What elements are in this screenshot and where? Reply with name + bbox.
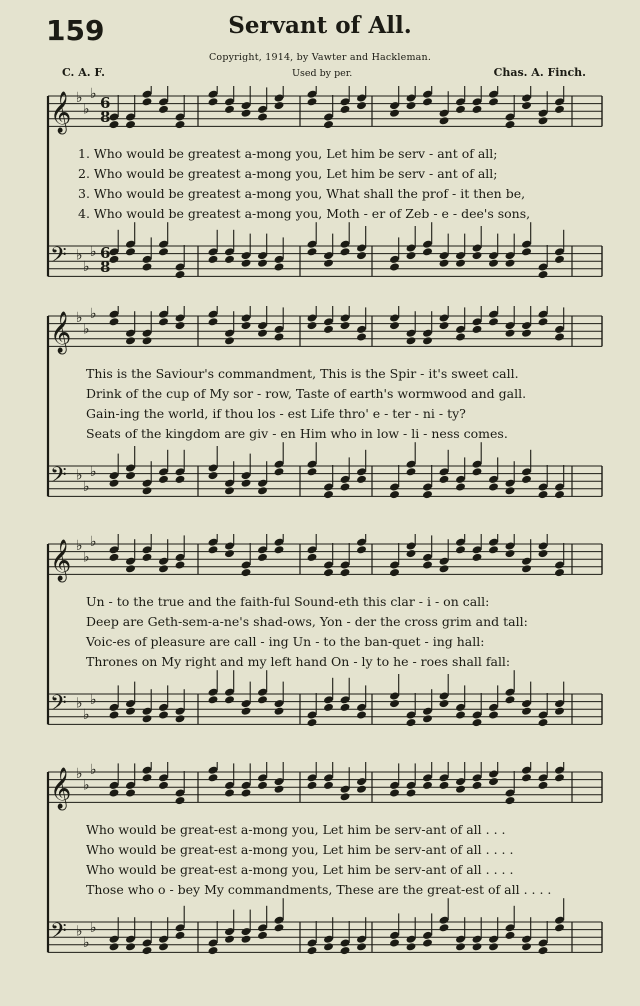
note-head	[554, 923, 565, 932]
note-head	[142, 336, 153, 345]
note-head	[224, 935, 235, 944]
flat-icon: ♭	[76, 538, 83, 554]
music-system	[42, 762, 608, 972]
note-head	[472, 942, 483, 951]
note-head	[538, 781, 549, 790]
note-head	[472, 718, 483, 727]
lyricist-credit: C. A. F.	[62, 66, 105, 79]
note-head	[274, 332, 285, 341]
note-head	[538, 490, 549, 499]
note-head	[175, 560, 186, 569]
note-head	[472, 467, 483, 476]
note-head	[422, 781, 433, 790]
note-head	[340, 321, 351, 330]
note-head	[323, 325, 334, 334]
note-head	[439, 923, 450, 932]
lyric-line: Who would be great-est a-mong you, Let him be serv-ant of all . . . .	[86, 862, 514, 877]
note-head	[406, 549, 417, 558]
note-head	[241, 321, 252, 330]
flat-icon: ♭	[90, 919, 97, 936]
note-head	[257, 781, 268, 790]
note-head	[439, 475, 450, 484]
note-head	[488, 259, 499, 268]
note-head	[257, 486, 268, 495]
note-head	[488, 545, 499, 554]
note-head	[538, 718, 549, 727]
note-head	[224, 105, 235, 114]
note-head	[208, 545, 219, 554]
note-head	[455, 482, 466, 491]
flat-icon: ♭	[90, 86, 97, 103]
flat-icon: ♭	[76, 766, 83, 782]
note-head	[307, 781, 318, 790]
note-head	[307, 321, 318, 330]
note-head	[439, 564, 450, 573]
note-head	[274, 707, 285, 716]
note-head	[472, 553, 483, 562]
flat-icon: ♭	[76, 247, 83, 264]
note-head	[109, 317, 120, 326]
note-head	[538, 116, 549, 125]
lyric-line: Who would be great-est a-mong you, Let him be serv-ant of all . . .	[86, 822, 506, 837]
note-head	[472, 105, 483, 114]
bass-notes	[109, 670, 602, 727]
note-head	[257, 931, 268, 940]
note-head	[142, 486, 153, 495]
note-head	[389, 699, 400, 708]
note-head	[307, 247, 318, 256]
hymn-title: Servant of All.	[228, 12, 412, 39]
note-head	[323, 781, 334, 790]
note-head	[455, 259, 466, 268]
note-head	[521, 707, 532, 716]
note-head	[389, 321, 400, 330]
note-head	[389, 788, 400, 797]
note-head	[323, 942, 334, 951]
note-head	[323, 120, 334, 129]
note-head	[109, 788, 120, 797]
note-head	[505, 259, 516, 268]
note-head	[538, 946, 549, 955]
note-head	[158, 475, 169, 484]
note-head	[406, 251, 417, 260]
note-head	[439, 321, 450, 330]
note-head	[208, 946, 219, 955]
time-signature-digit: 8	[100, 108, 111, 126]
note-head	[406, 101, 417, 110]
note-head	[389, 262, 400, 271]
note-head	[125, 336, 136, 345]
note-head	[340, 568, 351, 577]
bass-clef-icon: 𝄢	[50, 243, 67, 273]
note-head	[307, 553, 318, 562]
bass-notes	[109, 898, 602, 955]
permission-note: Used by per.	[292, 68, 353, 79]
flat-icon: ♭	[83, 321, 90, 338]
note-head	[175, 120, 186, 129]
flat-icon: ♭	[90, 691, 97, 708]
note-head	[307, 97, 318, 106]
note-head	[472, 325, 483, 334]
note-head	[422, 336, 433, 345]
note-head	[538, 317, 549, 326]
note-head	[455, 942, 466, 951]
treble-notes	[109, 86, 602, 129]
lyric-line: Drink of the cup of My sor - row, Taste of earth's wormwood and gall.	[86, 386, 527, 401]
flat-icon: ♭	[90, 306, 97, 323]
note-head	[274, 101, 285, 110]
note-head	[505, 931, 516, 940]
lyric-line: This is the Saviour's commandment, This is the Spir - it's sweet call.	[86, 366, 519, 381]
note-head	[241, 707, 252, 716]
bass-notes	[109, 222, 602, 279]
lyric-line: 4. Who would be greatest a-mong you, Moth - er of Zeb - e - dee's sons,	[78, 206, 531, 221]
lyric-line: Thrones on My right and my left hand On - ly to he - roes shall fall:	[86, 654, 511, 669]
note-head	[389, 568, 400, 577]
note-head	[208, 773, 219, 782]
flat-icon: ♭	[90, 243, 97, 260]
note-head	[422, 490, 433, 499]
note-head	[439, 116, 450, 125]
note-head	[521, 101, 532, 110]
flat-icon: ♭	[83, 549, 90, 566]
note-head	[224, 695, 235, 704]
note-head	[158, 710, 169, 719]
note-head	[505, 329, 516, 338]
lyric-line: 3. Who would be greatest a-mong you, What shall the prof - it then be,	[78, 186, 526, 201]
note-head	[389, 109, 400, 118]
note-head	[323, 703, 334, 712]
bass-staff	[48, 243, 602, 276]
note-head	[109, 479, 120, 488]
note-head	[455, 105, 466, 114]
note-head	[356, 475, 367, 484]
note-head	[488, 942, 499, 951]
time-signature-digit: 6	[100, 244, 111, 262]
note-head	[257, 112, 268, 121]
note-head	[488, 482, 499, 491]
lyric-line: Voic-es of pleasure are call - ing Un - to the ban-quet - ing hall:	[86, 634, 485, 649]
treble-clef-icon: 𝄞	[50, 92, 72, 133]
note-head	[257, 329, 268, 338]
note-head	[356, 101, 367, 110]
note-head	[488, 777, 499, 786]
note-head	[158, 105, 169, 114]
note-head	[439, 781, 450, 790]
note-head	[158, 781, 169, 790]
note-head	[109, 553, 120, 562]
time-signature-digit: 6	[100, 94, 111, 112]
note-head	[488, 97, 499, 106]
flat-icon: ♭	[83, 707, 90, 723]
music-system	[42, 306, 608, 516]
note-head	[356, 251, 367, 260]
note-head	[488, 317, 499, 326]
note-head	[472, 781, 483, 790]
note-head	[274, 467, 285, 476]
lyric-line: Deep are Geth-sem-a-ne's shad-ows, Yon - der the cross grim and tall:	[86, 614, 528, 629]
note-head	[142, 773, 153, 782]
treble-notes	[109, 534, 602, 577]
note-head	[439, 259, 450, 268]
note-head	[521, 247, 532, 256]
note-head	[505, 695, 516, 704]
note-head	[340, 946, 351, 955]
note-head	[340, 105, 351, 114]
flat-icon: ♭	[83, 101, 90, 118]
note-head	[158, 247, 169, 256]
note-head	[406, 788, 417, 797]
note-head	[488, 710, 499, 719]
music-system	[42, 86, 608, 296]
note-head	[224, 336, 235, 345]
note-head	[125, 471, 136, 480]
note-head	[142, 553, 153, 562]
note-head	[307, 946, 318, 955]
flat-icon: ♭	[76, 90, 83, 106]
note-head	[175, 931, 186, 940]
note-head	[274, 785, 285, 794]
note-head	[142, 946, 153, 955]
treble-clef-icon: 𝄞	[50, 540, 72, 581]
treble-notes	[109, 306, 602, 346]
flat-icon: ♭	[83, 259, 90, 275]
bass-clef-icon: 𝄢	[50, 463, 67, 493]
note-head	[125, 788, 136, 797]
note-head	[356, 710, 367, 719]
note-head	[125, 120, 136, 129]
note-head	[142, 97, 153, 106]
flat-icon: ♭	[90, 534, 97, 551]
note-head	[340, 247, 351, 256]
note-head	[554, 568, 565, 577]
note-head	[521, 773, 532, 782]
note-head	[208, 317, 219, 326]
note-head	[505, 120, 516, 129]
note-head	[554, 707, 565, 716]
note-head	[175, 270, 186, 279]
note-head	[356, 332, 367, 341]
bass-clef-icon: 𝄢	[50, 691, 67, 721]
note-head	[422, 714, 433, 723]
note-head	[158, 564, 169, 573]
flat-icon: ♭	[90, 463, 97, 480]
note-head	[472, 251, 483, 260]
note-head	[208, 255, 219, 264]
note-head	[241, 568, 252, 577]
note-head	[323, 568, 334, 577]
note-head	[142, 262, 153, 271]
flat-icon: ♭	[83, 935, 90, 951]
note-head	[538, 549, 549, 558]
note-head	[274, 923, 285, 932]
note-head	[175, 796, 186, 805]
flat-icon: ♭	[76, 923, 83, 940]
treble-clef-icon: 𝄞	[50, 768, 72, 809]
note-head	[307, 467, 318, 476]
note-head	[274, 545, 285, 554]
note-head	[257, 695, 268, 704]
note-head	[455, 545, 466, 554]
note-head	[241, 109, 252, 118]
note-head	[455, 710, 466, 719]
composer-credit: Chas. A. Finch.	[493, 66, 586, 79]
note-head	[455, 785, 466, 794]
note-head	[389, 938, 400, 947]
note-head	[356, 942, 367, 951]
flat-icon: ♭	[76, 467, 83, 484]
note-head	[554, 490, 565, 499]
note-head	[175, 475, 186, 484]
lyric-line: Who would be great-est a-mong you, Let him be serv-ant of all . . . .	[86, 842, 514, 857]
music-system	[42, 534, 608, 744]
lyric-line: Gain-ing the world, if thou los - est Life thro' e - ter - ni - ty?	[86, 406, 466, 421]
note-head	[356, 545, 367, 554]
note-head	[422, 560, 433, 569]
flat-icon: ♭	[76, 310, 83, 326]
note-head	[406, 336, 417, 345]
note-head	[422, 247, 433, 256]
treble-notes	[109, 762, 602, 805]
note-head	[175, 714, 186, 723]
note-head	[208, 97, 219, 106]
note-head	[422, 97, 433, 106]
note-head	[208, 471, 219, 480]
note-head	[340, 482, 351, 491]
note-head	[406, 942, 417, 951]
hymn-number: 159	[46, 14, 105, 47]
note-head	[241, 479, 252, 488]
note-head	[241, 259, 252, 268]
note-head	[125, 707, 136, 716]
note-head	[175, 321, 186, 330]
lyric-line: Un - to the true and the faith-ful Sound-eth this clar - i - on call:	[86, 594, 490, 609]
note-head	[257, 553, 268, 562]
note-head	[554, 105, 565, 114]
lyric-line: 1. Who would be greatest a-mong you, Let him be serv - ant of all;	[78, 146, 498, 161]
note-head	[389, 490, 400, 499]
note-head	[109, 710, 120, 719]
bass-clef-icon: 𝄢	[50, 919, 67, 949]
lyric-line: 2. Who would be greatest a-mong you, Let him be serv - ant of all;	[78, 166, 498, 181]
note-head	[257, 259, 268, 268]
note-head	[340, 703, 351, 712]
flat-icon: ♭	[83, 777, 90, 794]
note-head	[224, 549, 235, 558]
note-head	[142, 714, 153, 723]
note-head	[356, 785, 367, 794]
note-head	[158, 942, 169, 951]
bass-notes	[109, 442, 602, 499]
note-head	[323, 490, 334, 499]
flat-icon: ♭	[83, 479, 90, 495]
note-head	[521, 475, 532, 484]
note-head	[505, 796, 516, 805]
note-head	[125, 247, 136, 256]
note-head	[521, 329, 532, 338]
lyric-line: Those who o - bey My commandments, These are the great-est of all . . . .	[86, 882, 552, 897]
note-head	[307, 718, 318, 727]
note-head	[125, 564, 136, 573]
note-head	[109, 942, 120, 951]
lyric-line: Seats of the kingdom are giv - en Him who in low - li - ness comes.	[86, 426, 508, 441]
note-head	[125, 942, 136, 951]
treble-clef-icon: 𝄞	[50, 312, 72, 353]
note-head	[208, 695, 219, 704]
note-head	[521, 942, 532, 951]
copyright-notice: Copyright, 1914, by Vawter and Hackleman.	[208, 52, 432, 63]
note-head	[340, 792, 351, 801]
note-head	[274, 262, 285, 271]
time-signature-digit: 8	[100, 258, 111, 276]
note-head	[455, 332, 466, 341]
note-head	[439, 699, 450, 708]
note-head	[422, 938, 433, 947]
note-head	[241, 935, 252, 944]
note-head	[224, 255, 235, 264]
note-head	[521, 564, 532, 573]
flat-icon: ♭	[76, 695, 83, 712]
note-head	[406, 718, 417, 727]
note-head	[323, 259, 334, 268]
note-head	[224, 788, 235, 797]
note-head	[505, 486, 516, 495]
note-head	[505, 549, 516, 558]
note-head	[554, 773, 565, 782]
note-head	[158, 317, 169, 326]
note-head	[406, 467, 417, 476]
note-head	[538, 270, 549, 279]
note-head	[554, 332, 565, 341]
flat-icon: ♭	[90, 762, 97, 779]
note-head	[224, 486, 235, 495]
note-head	[554, 255, 565, 264]
note-head	[241, 788, 252, 797]
